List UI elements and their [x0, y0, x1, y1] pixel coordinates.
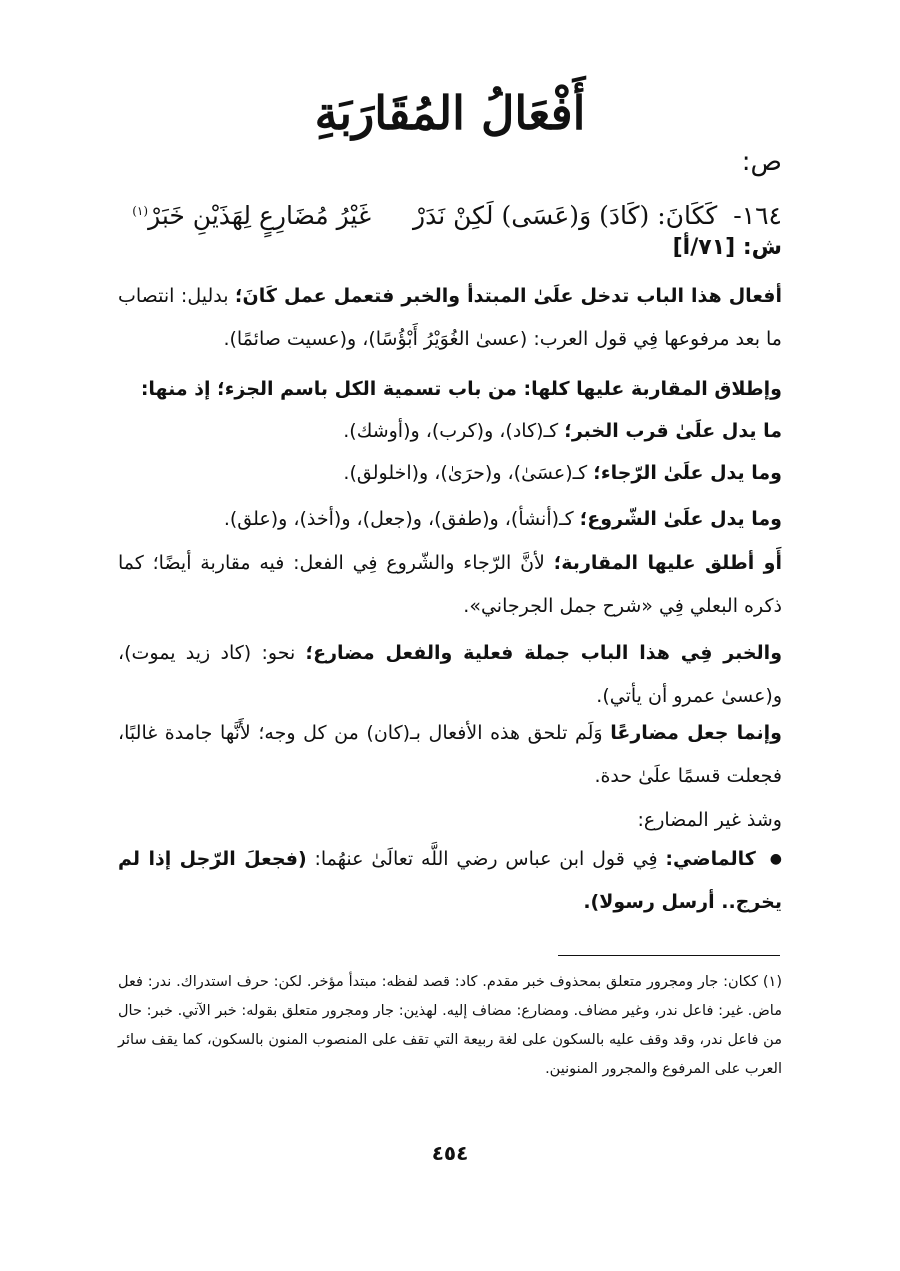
paragraph-7 — [118, 632, 782, 718]
paragraph-3 — [118, 410, 782, 453]
paragraph-1 — [118, 275, 782, 361]
verse-hemistich-2-text: غَيْرُ مُضَارِعٍ لِهَذَيْنِ خَبَرْ — [148, 201, 372, 231]
verse-number: ١٦٤- — [733, 201, 782, 231]
p3-text: كـ(كاد)، و(كرب)، و(أوشك). — [343, 420, 565, 442]
p5-text: كـ(أنشأ)، و(طفق)، و(جعل)، و(أخذ)، و(علق). — [223, 508, 580, 530]
paragraph-4 — [118, 452, 782, 495]
p8-text: وَلَم تلحق هذه الأفعال بـ(كان) من كل وجه؛ لأَنَّها جامدة غالبًا، فجعلت قسمًا علَىٰ حدة. — [118, 722, 782, 787]
p10-quote: (فجعلَ الرّجل إذا لم يخرج.. أرسل رسولا). — [118, 848, 782, 913]
bullet-icon: ● — [769, 851, 782, 867]
footnote: (١) ككان: جار ومجرور متعلق بمحذوف خبر مقدم. كاد: قصد لفظه: مبتدأ مؤخر. لكن: حرف استدراك. ندر: فعل ماض. غير: فاعل ندر، وغير مضاف. ومضارع: مضاف إليه. لهذين: جار ومجرور متعلق بقوله: خبر الآتي. خبر: حال من فاعل ندر، وقد وقف عليه بالسكون على لغة ربيعة التي تقف على المنصوب المنون بالسكون، كما يقف سائر العرب على المرفوع والمجرور المنونين. — [118, 974, 782, 1077]
p6-bold: أَو أطلق عليها المقاربة؛ — [553, 552, 782, 574]
p3-bold: ما يدل علَىٰ قرب الخبر؛ — [564, 420, 782, 442]
p6-text: لأنَّ الرّجاء والشّروع فِي الفعل: فيه مقاربة أيضًا؛ كما ذكره البعلي فِي «شرح جمل الجرجاني». — [118, 552, 782, 617]
sharh-label: ش: [٧١/أ] — [672, 235, 782, 260]
paragraph-6 — [118, 542, 782, 628]
footnote-divider — [558, 955, 780, 956]
verse-hemistich-1: كَكَانَ: (كَادَ) وَ(عَسَى) لَكِنْ نَدَرْ — [413, 201, 718, 231]
p10-bold: كالماضي: — [665, 848, 756, 870]
paragraph-5 — [118, 498, 782, 541]
p8-bold: وإنما جعل مضارعًا — [610, 722, 782, 744]
paragraph-8 — [118, 712, 782, 798]
p7-text: نحو: (كاد زيد يموت)، و(عسىٰ عمرو أن يأتي). — [118, 642, 782, 707]
paragraph-9: وشذ غير المضارع: — [637, 809, 782, 831]
p4-bold: وما يدل علَىٰ الرّجاء؛ — [593, 462, 782, 484]
p5-bold: وما يدل علَىٰ الشّروع؛ — [579, 508, 782, 530]
page-number: ٤٥٤ — [431, 1141, 469, 1165]
footnote-ref[interactable]: (١) — [132, 204, 149, 218]
paragraph-2 — [118, 368, 782, 411]
p4-text: كـ(عسَىٰ)، و(حرَىٰ)، و(اخلولق). — [343, 462, 594, 484]
p7-bold: والخبر فِي هذا الباب جملة فعلية والفعل مضارع؛ — [305, 642, 783, 664]
bullet-item — [118, 838, 782, 924]
matn-label: ص: — [741, 147, 782, 177]
p10-text: فِي قول ابن عباس رضي اللَّه تعالَىٰ عنهُما: — [306, 848, 666, 870]
p2-bold: وإطلاق المقاربة عليها كلها: من باب تسمية الكل باسم الجزء؛ إذ منها: — [140, 378, 782, 400]
p1-text: بدليل: انتصاب ما بعد مرفوعها فِي قول العرب: (عسىٰ الغُوَيْرُ أَبْؤُسًا)، و(عسيت صائمًا). — [118, 285, 782, 350]
chapter-title: أَفْعَالُ المُقَارَبَةِ — [314, 86, 586, 140]
p1-bold: أفعال هذا الباب تدخل علَىٰ المبتدأ والخبر فتعمل عمل كَانَ؛ — [234, 285, 782, 307]
